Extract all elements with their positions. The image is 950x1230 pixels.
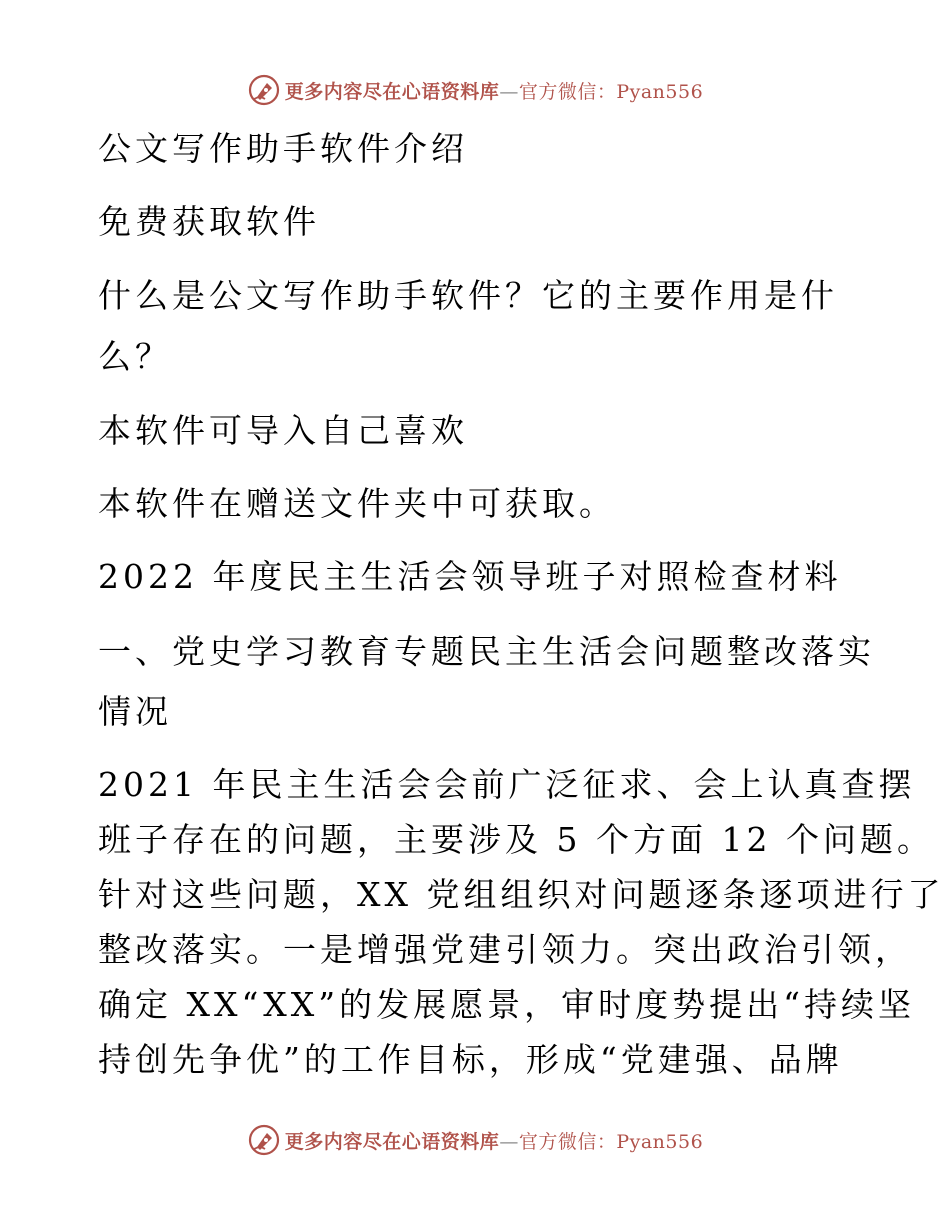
title-line: 公文写作助手软件介绍: [98, 129, 468, 168]
body-line: 班子存在的问题，主要涉及 5 个方面 12 个问题。: [98, 820, 934, 859]
subtitle-line: 免费获取软件: [98, 202, 320, 241]
body-line: 本软件在赠送文件夹中可获取。: [98, 484, 616, 523]
body-line: 什么是公文写作助手软件？它的主要作用是什: [98, 276, 838, 315]
banner-text: [285, 1127, 703, 1154]
banner-separator: —: [499, 80, 519, 103]
body-line: 整改落实。一是增强党建引领力。突出政治引领，: [98, 930, 912, 969]
banner-brand: 更多内容尽在心语资料库: [284, 80, 500, 103]
banner-text: [285, 77, 703, 104]
banner-official-label: 官方微信：: [518, 1130, 617, 1153]
header-watermark-banner: [0, 68, 950, 112]
body-line: 持创先争优”的工作目标，形成“党建强、品牌: [98, 1040, 843, 1079]
banner-separator: —: [499, 1130, 519, 1153]
banner-account: Pyan556: [616, 80, 704, 103]
body-line: 确定 XX“XX”的发展愿景，审时度势提出“持续坚: [98, 985, 915, 1024]
body-line: 本软件可导入自己喜欢: [98, 411, 468, 450]
banner-account: Pyan556: [616, 1130, 704, 1153]
heading-line: 一、党史学习教育专题民主生活会问题整改落实: [98, 632, 875, 671]
heading-line: 情况: [98, 692, 172, 731]
banner-brand: 更多内容尽在心语资料库: [284, 1130, 500, 1153]
body-line: 针对这些问题，XX 党组组织对问题逐条逐项进行了: [98, 875, 945, 914]
footer-watermark-banner: [0, 1118, 950, 1162]
body-line: 么？: [98, 337, 172, 376]
pen-nib-logo-icon: [247, 73, 281, 107]
pen-nib-logo-icon: [247, 1123, 281, 1157]
body-line: 2021 年民主生活会会前广泛征求、会上认真查摆: [98, 765, 916, 804]
section-title-line: 2022 年度民主生活会领导班子对照检查材料: [98, 557, 842, 596]
banner-official-label: 官方微信：: [518, 80, 617, 103]
